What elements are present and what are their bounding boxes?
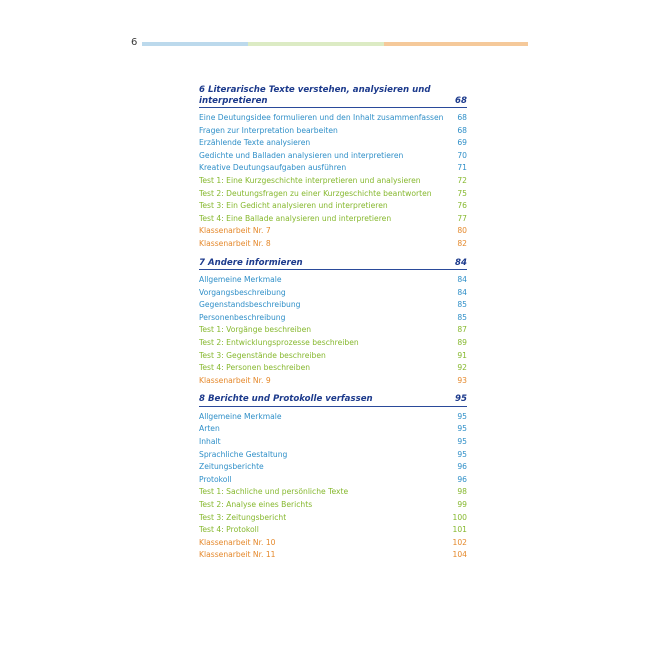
entry-page-number: 89 [457,338,467,347]
entry-label: Gegenstandsbeschreibung [199,300,301,310]
toc-entry[interactable] [199,213,467,226]
section-page-number: 95 [455,394,467,405]
entry-label: Sprachliche Gestaltung [199,449,288,459]
toc-section [199,85,467,251]
entry-label: Allgemeine Merkmale [199,275,282,285]
entry-page-number: 95 [457,411,467,421]
toc-entry[interactable] [199,411,467,424]
entry-label: Test 3: Ein Gedicht analysieren und interpretieren [199,201,388,211]
table-of-contents [199,85,467,569]
section-heading[interactable] [199,258,467,271]
toc-entry[interactable] [199,162,467,175]
entry-label: Test 1: Vorgänge beschreiben [199,325,312,335]
toc-entry[interactable] [199,423,467,436]
entry-label: Arten [199,424,220,434]
entry-page-number: 82 [457,238,467,248]
entry-page-number: 84 [457,275,467,285]
entry-label: Klassenarbeit Nr. 9 [199,375,271,385]
entry-label: Test 4: Eine Ballade analysieren und interpretieren [199,213,392,223]
entry-label: Test 2: Analyse eines Berichts [199,500,313,510]
entry-page-number: 91 [457,350,467,360]
entry-label: Protokoll [199,474,232,484]
toc-entry[interactable] [199,137,467,150]
entry-page-number: 104 [452,550,467,560]
entry-label: Test 3: Gegenstände beschreiben [199,350,326,360]
toc-entry[interactable] [199,524,467,537]
entry-label: Test 3: Zeitungsbericht [199,512,287,522]
section-title: 6 Literarische Texte verstehen, analysieren und interpretieren [199,85,431,106]
entry-label: Test 4: Personen beschreiben [199,363,311,373]
toc-section [199,258,467,388]
toc-entry[interactable] [199,287,467,300]
section-heading[interactable] [199,394,467,407]
entry-page-number: 76 [457,201,467,211]
entry-label: Allgemeine Merkmale [199,411,282,421]
entry-page-number: 68 [457,125,467,135]
toc-entry[interactable] [199,188,467,201]
entry-page-number: 85 [457,312,467,322]
entry-label: Test 1: Sachliche und persönliche Texte [199,487,349,497]
entry-page-number: 70 [457,150,467,160]
entry-page-number: 85 [457,300,467,310]
header-stripe-orange [384,42,528,46]
toc-section [199,394,467,562]
section-title: 8 Berichte und Protokolle verfassen [199,394,373,405]
entry-page-number: 101 [452,525,467,535]
entry-page-number: 95 [457,424,467,434]
toc-entry[interactable] [199,362,467,375]
entry-page-number: 69 [457,138,467,148]
entry-label: Fragen zur Interpretation bearbeiten [199,125,338,135]
entry-label: Gedichte und Balladen analysieren und interpretieren [199,150,404,160]
toc-entry[interactable] [199,436,467,449]
toc-entry[interactable] [199,337,467,350]
entry-page-number: 96 [457,474,467,484]
section-heading[interactable] [199,85,467,108]
toc-entry[interactable] [199,200,467,213]
entry-label: Test 2: Deutungsfragen zu einer Kurzgeschichte beantworten [199,188,432,198]
toc-entry[interactable] [199,312,467,325]
entry-label: Personenbeschreibung [199,312,286,322]
entry-label: Test 1: Eine Kurzgeschichte interpretieren und analysieren [199,175,421,185]
entry-label: Klassenarbeit Nr. 11 [199,550,276,560]
header-stripe-blue [142,42,248,46]
page-number: 6 [131,37,138,48]
entry-page-number: 98 [457,487,467,497]
toc-entry[interactable] [199,512,467,525]
entry-label: Vorgangsbeschreibung [199,287,286,297]
entry-page-number: 80 [457,226,467,236]
entry-page-number: 95 [457,449,467,459]
entry-page-number: 68 [457,113,467,122]
entry-page-number: 71 [457,163,467,173]
toc-entry[interactable] [199,125,467,138]
toc-entry[interactable] [199,324,467,337]
section-title: 7 Andere informieren [199,257,303,268]
toc-entry[interactable] [199,299,467,312]
toc-entry[interactable] [199,274,467,287]
section-page-number: 84 [455,257,467,268]
entry-page-number: 84 [457,287,467,297]
toc-entry[interactable] [199,449,467,462]
entry-page-number: 95 [457,437,467,447]
entry-page-number: 77 [457,213,467,223]
toc-entry[interactable] [199,238,467,251]
entry-label: Eine Deutungsidee formulieren und den Inhalt zusammenfassen [199,113,444,122]
entry-label: Klassenarbeit Nr. 7 [199,226,271,236]
entry-page-number: 87 [457,325,467,335]
entry-label: Zeitungsberichte [199,462,264,472]
toc-entry[interactable] [199,175,467,188]
section-page-number: 68 [455,95,467,106]
entry-label: Test 2: Entwicklungsprozesse beschreiben [199,338,359,347]
entry-page-number: 96 [457,462,467,472]
toc-entry[interactable] [199,549,467,562]
toc-entry[interactable] [199,225,467,238]
entry-page-number: 72 [457,175,467,185]
entry-page-number: 92 [457,363,467,373]
entry-label: Inhalt [199,437,221,447]
entry-label: Kreative Deutungsaufgaben ausführen [199,163,347,173]
toc-entry[interactable] [199,150,467,163]
toc-entry[interactable] [199,112,467,125]
toc-entry[interactable] [199,499,467,512]
entry-label: Test 4: Protokoll [199,525,259,535]
toc-entry[interactable] [199,537,467,550]
entry-page-number: 99 [457,500,467,510]
entry-page-number: 100 [452,512,467,522]
entry-label: Erzählende Texte analysieren [199,138,311,148]
entry-page-number: 102 [452,537,467,547]
toc-entry[interactable] [199,474,467,487]
toc-entry[interactable] [199,486,467,499]
toc-entry[interactable] [199,375,467,388]
entry-page-number: 75 [457,188,467,198]
toc-entry[interactable] [199,350,467,363]
header-stripe-green [248,42,384,46]
entry-page-number: 93 [457,375,467,385]
toc-entry[interactable] [199,461,467,474]
entry-label: Klassenarbeit Nr. 10 [199,537,276,547]
entry-label: Klassenarbeit Nr. 8 [199,238,271,248]
